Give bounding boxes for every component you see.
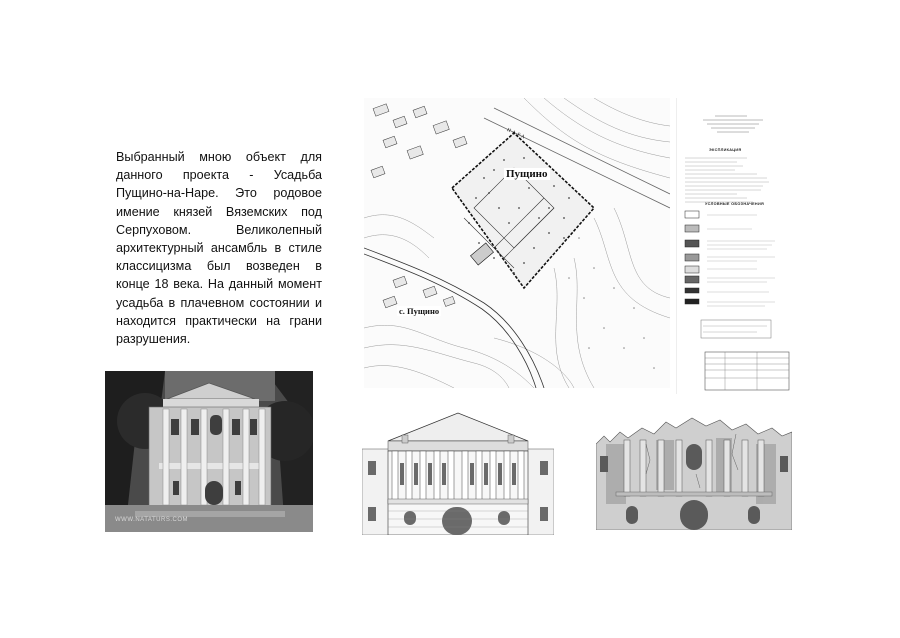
facade-elevation-restored xyxy=(362,411,554,535)
historic-photo xyxy=(105,371,313,532)
legend-sheet xyxy=(676,98,797,394)
map-label-village: с. Пущино xyxy=(399,306,440,316)
map-label-estate: Пущино xyxy=(506,168,548,180)
facade-elevation-ruined xyxy=(596,414,792,530)
intro-paragraph: Выбранный мною объект для данного проекта - Усадьба Пущино-на-Наре. Это родовое имение князей Вяземских под Серпуховом. Великолепный архитектурный ансамбль в стиле классицизма был возведен в конце 18 века. На данный момент усадьба в плачевном состоянии и находится практически на грани разрушения. xyxy=(116,150,322,347)
map-label-river: НАРА xyxy=(505,127,528,142)
legend-heading-symbols: УСЛОВНЫЕ ОБОЗНАЧЕНИЯ xyxy=(705,202,765,206)
legend-heading-explication: ЭКСПЛИКАЦИЯ xyxy=(709,148,742,152)
site-map xyxy=(364,98,670,388)
photo-watermark: WWW.NATATURS.COM xyxy=(115,517,188,523)
